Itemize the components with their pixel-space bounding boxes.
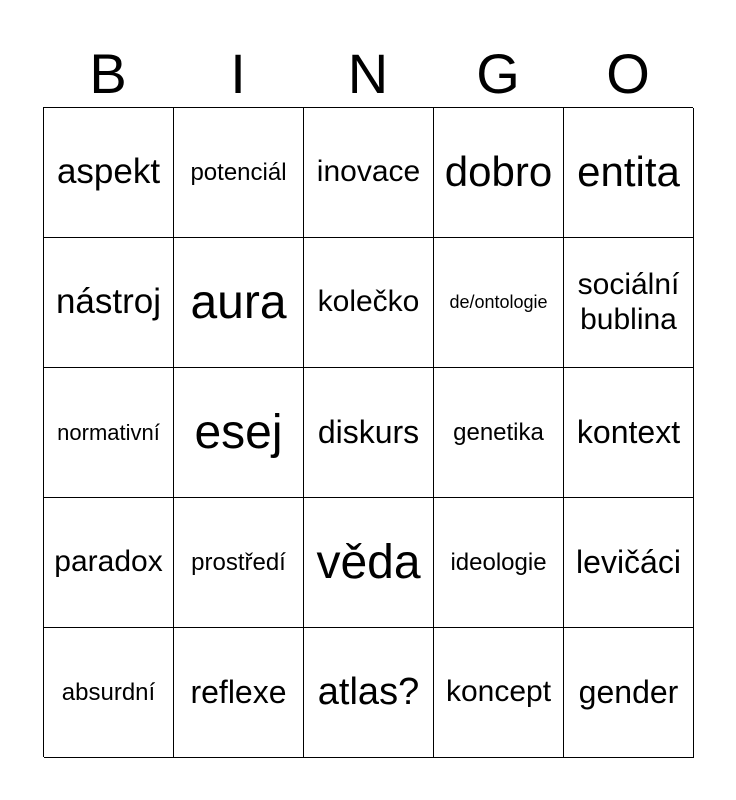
- bingo-grid: [43, 107, 693, 757]
- cell-word: genetika: [453, 418, 544, 446]
- bingo-cell[interactable]: [44, 498, 174, 628]
- cell-word: nástroj: [55, 282, 162, 322]
- cell-word: sociální bublina: [577, 268, 680, 336]
- cell-word: aspekt: [56, 152, 161, 192]
- cell-word: dobro: [444, 148, 553, 196]
- bingo-cell[interactable]: [174, 238, 304, 368]
- bingo-cell[interactable]: [434, 238, 564, 368]
- bingo-cell[interactable]: [434, 498, 564, 628]
- bingo-cell[interactable]: [44, 628, 174, 758]
- bingo-cell[interactable]: [304, 108, 434, 238]
- bingo-cell[interactable]: [304, 368, 434, 498]
- cell-word: esej: [194, 405, 283, 459]
- cell-word: ideologie: [450, 548, 547, 576]
- cell-word: potenciál: [190, 158, 287, 186]
- cell-word: inovace: [316, 155, 421, 189]
- cell-word: entita: [577, 148, 680, 196]
- bingo-cell[interactable]: [434, 628, 564, 758]
- bingo-cell[interactable]: [44, 368, 174, 498]
- cell-word: kontext: [576, 414, 681, 451]
- bingo-cell[interactable]: [44, 108, 174, 238]
- bingo-cell[interactable]: [174, 108, 304, 238]
- bingo-cell[interactable]: [44, 238, 174, 368]
- cell-word: reflexe: [190, 674, 287, 711]
- cell-word: aura: [190, 275, 287, 329]
- cell-word: gender: [578, 674, 679, 711]
- bingo-cell[interactable]: [174, 498, 304, 628]
- header-letter-n: N: [347, 42, 389, 105]
- bingo-cell[interactable]: [304, 628, 434, 758]
- bingo-cell[interactable]: [564, 498, 694, 628]
- bingo-header: [43, 40, 693, 108]
- bingo-cell[interactable]: [304, 238, 434, 368]
- cell-word: levičáci: [576, 544, 681, 581]
- bingo-cell[interactable]: [434, 108, 564, 238]
- cell-word: atlas?: [317, 670, 420, 713]
- cell-word: věda: [316, 535, 421, 589]
- bingo-cell[interactable]: [564, 238, 694, 368]
- bingo-cell[interactable]: [564, 108, 694, 238]
- bingo-cell[interactable]: [304, 498, 434, 628]
- cell-word: prostředí: [191, 548, 286, 576]
- header-letter-g: G: [476, 42, 520, 105]
- bingo-cell[interactable]: [434, 368, 564, 498]
- header-letter-b: B: [89, 42, 127, 105]
- cell-word: absurdní: [61, 678, 156, 706]
- header-letter-i: I: [230, 42, 246, 105]
- cell-word: diskurs: [317, 414, 420, 451]
- bingo-cell[interactable]: [174, 628, 304, 758]
- bingo-cell[interactable]: [174, 368, 304, 498]
- header-letter-o: O: [606, 42, 650, 105]
- cell-word: koncept: [445, 675, 552, 709]
- cell-word: paradox: [54, 545, 163, 579]
- cell-word: kolečko: [317, 285, 420, 319]
- bingo-cell[interactable]: [564, 368, 694, 498]
- bingo-cell[interactable]: [564, 628, 694, 758]
- cell-word: de/ontologie: [449, 292, 548, 313]
- cell-word: normativní: [57, 419, 160, 445]
